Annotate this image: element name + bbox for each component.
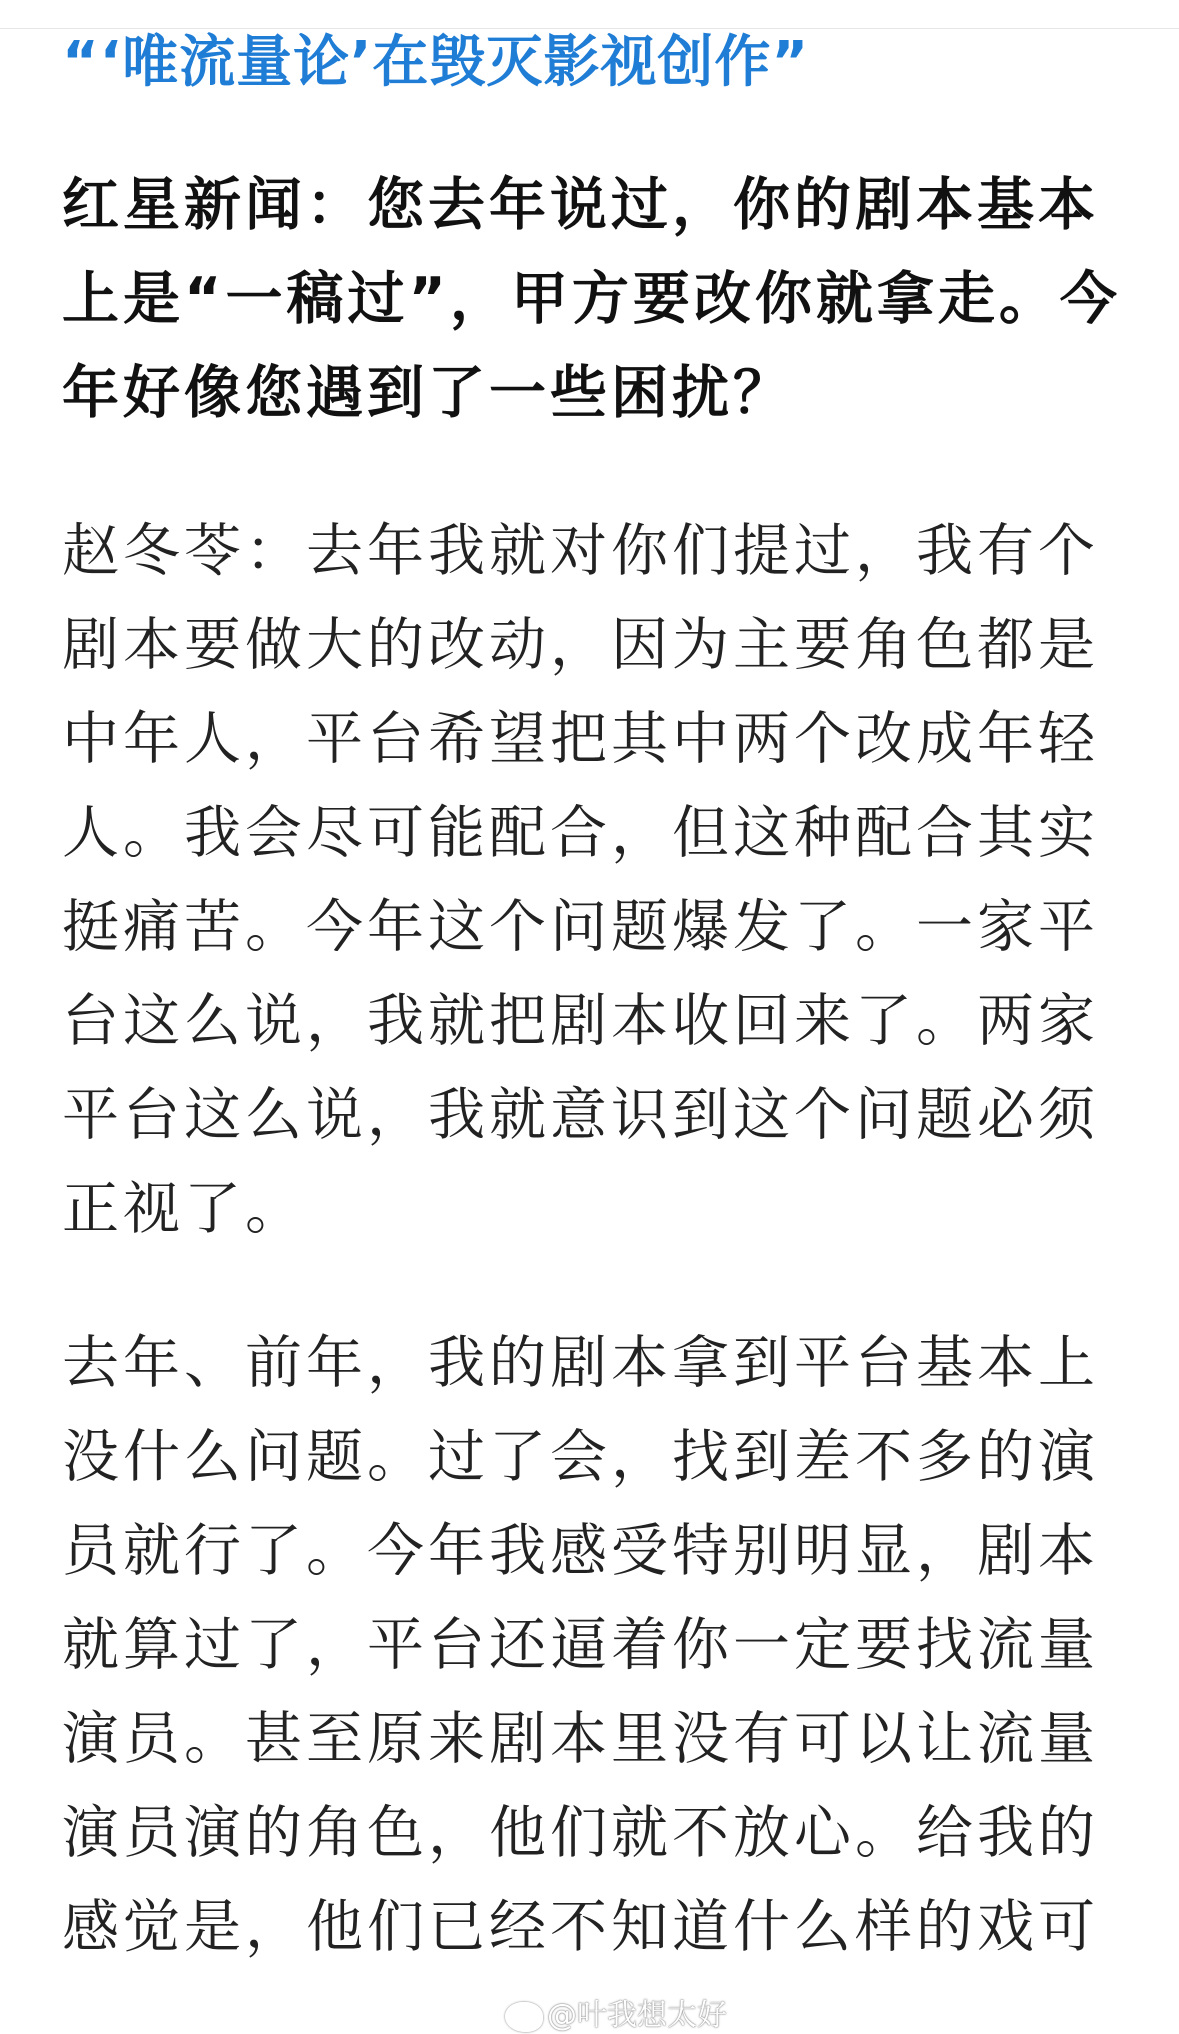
article-body	[62, 28, 1122, 1974]
watermark-text: @叶我想太好	[547, 1998, 727, 2033]
weibo-watermark	[505, 1990, 727, 2034]
interview-answer-paragraph-continued: 去年、前年，我的剧本拿到平台基本上没什么问题。过了会，找到差不多的演员就行了。今年我感受特别明显，剧本就算过了，平台还逼着你一定要找流量演员。甚至原来剧本里没有可以让流量演员演的角色，他们就不放心。给我的感觉是，他们已经不知道什么样的戏可	[62, 1330, 1099, 1960]
weibo-icon	[505, 2002, 543, 2032]
article-headline: “‘唯流量论’在毁灭影视创作”	[62, 30, 810, 95]
interview-answer-paragraph: 赵冬苓：去年我就对你们提过，我有个剧本要做大的改动，因为主要角色都是中年人，平台希望把其中两个改成年轻人。我会尽可能配合，但这种配合其实挺痛苦。今年这个问题爆发了。一家平台这么说，我就把剧本收回来了。两家平台这么说，我就意识到这个问题必须正视了。	[62, 518, 1099, 1242]
interview-question: 红星新闻：您去年说过，你的剧本基本上是“一稿过”，甲方要改你就拿走。今年好像您遇到了一些困扰？	[62, 172, 1121, 426]
top-divider	[0, 0, 1179, 29]
